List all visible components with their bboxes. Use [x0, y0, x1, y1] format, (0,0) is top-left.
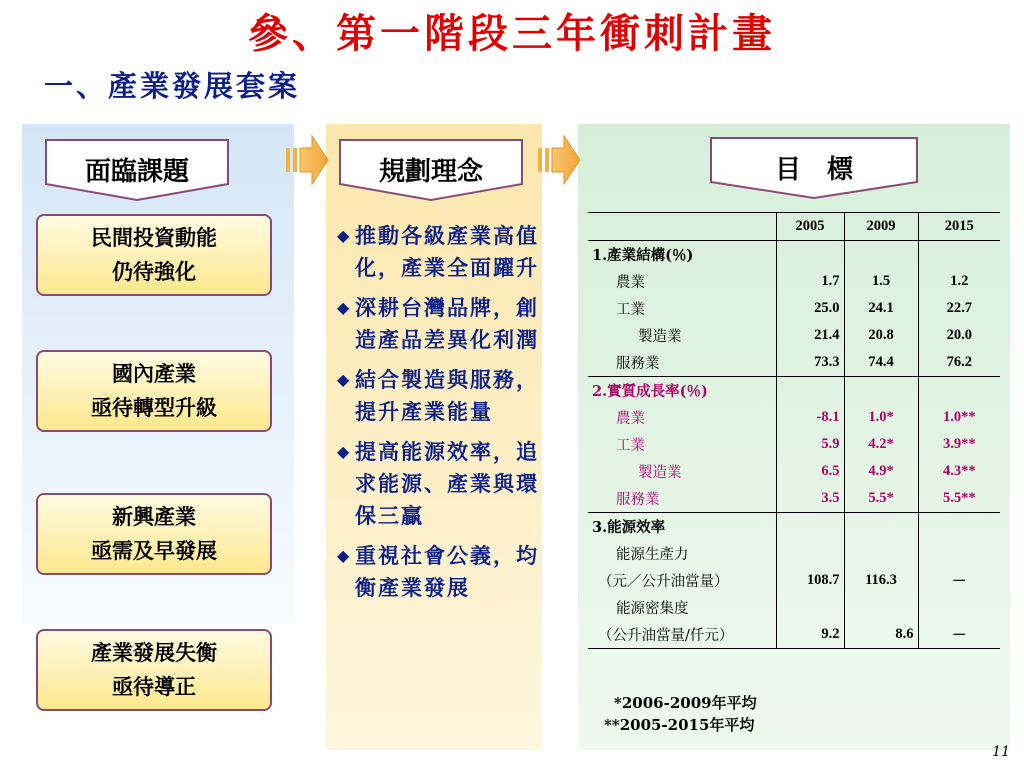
- issue-line: 民間投資動能: [91, 226, 217, 250]
- table-cell: 1.7: [776, 268, 844, 295]
- section-title: 3.能源效率: [592, 519, 666, 536]
- table-cell: 73.3: [776, 349, 844, 377]
- concept-list: [337, 220, 547, 612]
- issue-line: 產業發展失衡: [91, 641, 217, 665]
- row-label: 農業: [616, 275, 645, 291]
- diamond-bullet-icon: ◆: [337, 546, 350, 565]
- table-cell: 1.2: [918, 268, 1000, 295]
- row-label: 製造業: [638, 465, 682, 481]
- table-cell: 20.8: [844, 322, 918, 349]
- issues-header-label: 面臨課題: [84, 157, 189, 187]
- row-label: 能源生產力: [616, 547, 689, 563]
- issue-line: 國內產業: [112, 362, 196, 386]
- concepts-header: [338, 138, 524, 202]
- issue-box: [36, 629, 272, 711]
- table-cell: [776, 513, 844, 541]
- concept-text: 提高能源效率，追求能源、產業與環保三贏: [355, 440, 539, 528]
- concept-text: 結合製造與服務，提升產業能量: [355, 368, 539, 424]
- table-cell: 108.7: [776, 567, 844, 594]
- concept-item: [337, 220, 547, 284]
- issues-header: [44, 138, 230, 202]
- row-label: （公升油當量/仟元）: [588, 621, 776, 649]
- table-cell: [776, 377, 844, 405]
- table-cell: 4.2*: [844, 431, 918, 458]
- targets-header-label: 目 標: [774, 155, 853, 185]
- footnote: *2006-2009年平均: [614, 694, 757, 712]
- table-cell: 5.5*: [844, 485, 918, 513]
- table-section-row: [588, 377, 1000, 405]
- issue-line: 亟需及早發展: [91, 539, 217, 563]
- table-cell: 24.1: [844, 295, 918, 322]
- issue-line: 新興產業: [112, 505, 196, 529]
- footnote: **2005-2015年平均: [604, 716, 755, 734]
- concept-item: [337, 540, 547, 604]
- table-row: [588, 404, 1000, 431]
- table-footnotes: [604, 692, 757, 736]
- table-row: [588, 485, 1000, 513]
- table-header-cell: 2009: [844, 213, 918, 241]
- table-cell: 6.5: [776, 458, 844, 485]
- row-label: 工業: [616, 302, 645, 318]
- table-section-row: [588, 241, 1000, 269]
- slide-title: 參、第一階段三年衝刺計畫: [248, 10, 776, 57]
- table-row: [588, 322, 1000, 349]
- section-title: 1.產業結構(％): [592, 247, 694, 264]
- concept-item: [337, 292, 547, 356]
- concept-text: 重視社會公義，均衡產業發展: [355, 544, 539, 600]
- issue-box: [36, 350, 272, 432]
- issue-line: 仍待強化: [112, 260, 196, 284]
- diamond-bullet-icon: ◆: [337, 226, 350, 245]
- row-label: 服務業: [588, 485, 776, 513]
- table-cell: [918, 594, 1000, 621]
- diamond-bullet-icon: ◆: [337, 442, 350, 461]
- diamond-bullet-icon: ◆: [337, 370, 350, 389]
- table-section-row: [588, 513, 1000, 541]
- table-row: [588, 295, 1000, 322]
- arrow-right-icon: [286, 132, 330, 188]
- slide-subtitle: 一、產業發展套案: [44, 69, 301, 103]
- table-header-row: [588, 213, 1000, 241]
- diamond-bullet-icon: ◆: [337, 298, 350, 317]
- table-cell: 1.0**: [918, 404, 1000, 431]
- table-row: [588, 594, 1000, 621]
- row-label: 農業: [616, 411, 645, 427]
- concept-text: 推動各級產業高值化，產業全面躍升: [355, 224, 539, 280]
- targets-table: [588, 212, 1000, 649]
- table-cell: 74.4: [844, 349, 918, 377]
- concept-text: 深耕台灣品牌，創造產品差異化利潤: [355, 296, 539, 352]
- concepts-header-label: 規劃理念: [378, 157, 483, 187]
- row-label: （元／公升油當量）: [598, 574, 729, 590]
- table-row: [588, 540, 1000, 567]
- table-cell: 3.9**: [918, 431, 1000, 458]
- table-row: [588, 349, 1000, 377]
- issue-line: 亟待轉型升級: [91, 396, 217, 420]
- table-header-cell: [588, 213, 776, 241]
- section-title: 2.實質成長率(％): [592, 383, 708, 400]
- table-cell: [918, 513, 1000, 541]
- table-cell: [844, 241, 918, 269]
- table-cell: 5.5**: [918, 485, 1000, 513]
- table-cell: [918, 377, 1000, 405]
- table-row: [588, 567, 1000, 594]
- table-cell: [776, 540, 844, 567]
- concept-item: [337, 364, 547, 428]
- table-cell: [844, 540, 918, 567]
- issue-box: [36, 493, 272, 575]
- table-row: [588, 458, 1000, 485]
- table-cell: [918, 241, 1000, 269]
- table-cell: 1.5: [844, 268, 918, 295]
- table-row: [588, 431, 1000, 458]
- table-cell: 1.0*: [844, 404, 918, 431]
- table-row: [588, 621, 1000, 649]
- table-cell: 25.0: [776, 295, 844, 322]
- table-cell: 9.2: [776, 621, 844, 649]
- row-label: 工業: [616, 438, 645, 454]
- table-cell: 3.5: [776, 485, 844, 513]
- row-label: 服務業: [588, 349, 776, 377]
- table-row: [588, 268, 1000, 295]
- table-cell: [844, 377, 918, 405]
- issue-box: [36, 214, 272, 296]
- row-label: 製造業: [638, 329, 682, 345]
- table-cell: 5.9: [776, 431, 844, 458]
- table-header-cell: 2015: [918, 213, 1000, 241]
- table-cell: －: [918, 621, 1000, 649]
- table-cell: 4.3**: [918, 458, 1000, 485]
- concept-item: [337, 436, 547, 532]
- table-cell: [844, 513, 918, 541]
- issue-line: 亟待導正: [112, 675, 196, 699]
- table-cell: [844, 594, 918, 621]
- table-cell: -8.1: [776, 404, 844, 431]
- table-cell: 20.0: [918, 322, 1000, 349]
- table-cell: 76.2: [918, 349, 1000, 377]
- targets-header: [709, 136, 919, 200]
- table-cell: 21.4: [776, 322, 844, 349]
- table-cell: 4.9*: [844, 458, 918, 485]
- table-cell: 22.7: [918, 295, 1000, 322]
- table-cell: [776, 241, 844, 269]
- table-cell: [918, 540, 1000, 567]
- table-cell: [776, 594, 844, 621]
- table-cell: －: [918, 567, 1000, 594]
- arrow-right-icon: [538, 132, 582, 188]
- page-number: 11: [992, 744, 1010, 760]
- table-cell: 8.6: [844, 621, 918, 649]
- table-cell: 116.3: [844, 567, 918, 594]
- row-label: 能源密集度: [616, 601, 689, 617]
- table-header-cell: 2005: [776, 213, 844, 241]
